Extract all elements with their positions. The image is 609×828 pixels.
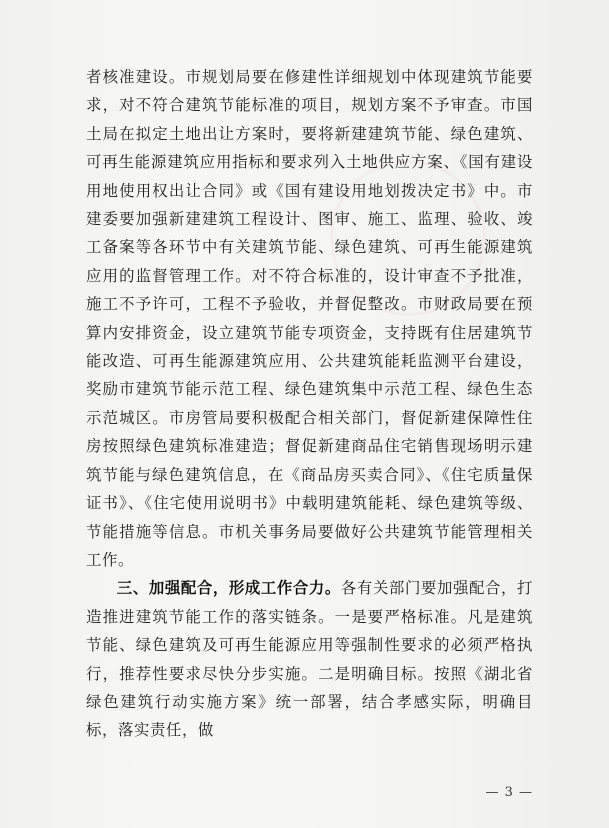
- section-body: 各有关部门要加强配合，打造推进建筑节能工作的落实链条。一是要严格标准。凡是建筑节能、绿色建筑及可再生能源应用等强制性要求的必须严格执行，推荐性要求尽快分步实施。二是明确目标。按照《湖北省绿色建筑行动实施方案》统一部署，结合孝感实际，明确目标，落实责任，做: [86, 579, 534, 740]
- section-heading: 三、加强配合，形成工作合力。: [116, 579, 341, 598]
- document-body: [86, 63, 533, 745]
- paragraph-continued: 者核准建设。市规划局要在修建性详细规划中体现建筑节能要求，对不符合建筑节能标准的项目，规划方案不予审查。市国土局在拟定土地出让方案时，要将新建建筑节能、绿色建筑、可再生能源建筑应用指标和要求列入土地供应方案、《国有建设用地使用权出让合同》或《国有建设用地划拨决定书》中。市建委要加强新建建筑工程设计、图审、施工、监理、验收、竣工备案等各环节中有关建筑节能、绿色建筑、可再生能源建筑应用的监督管理工作。对不符合标准的，设计审查不予批准，施工不予许可，工程不予验收，并督促整改。市财政局要在预算内安排资金，设立建筑节能专项资金，支持既有住居建筑节能改造、可再生能源建筑应用、公共建筑能耗监测平台建设，奖励市建筑节能示范工程、绿色建筑集中示范工程、绿色生态示范城区。市房管局要积极配合相关部门，督促新建保障性住房按照绿色建筑标准建造；督促新建商品住宅销售现场明示建筑节能与绿色建筑信息，在《商品房买卖合同》、《住宅质量保证书》、《住宅使用说明书》中载明建筑能耗、绿色建筑等级、节能措施等信息。市机关事务局要做好公共建筑节能管理相关工作。: [86, 68, 533, 569]
- page-number: — 3 —: [485, 785, 533, 800]
- paragraph-section-three: [86, 574, 533, 744]
